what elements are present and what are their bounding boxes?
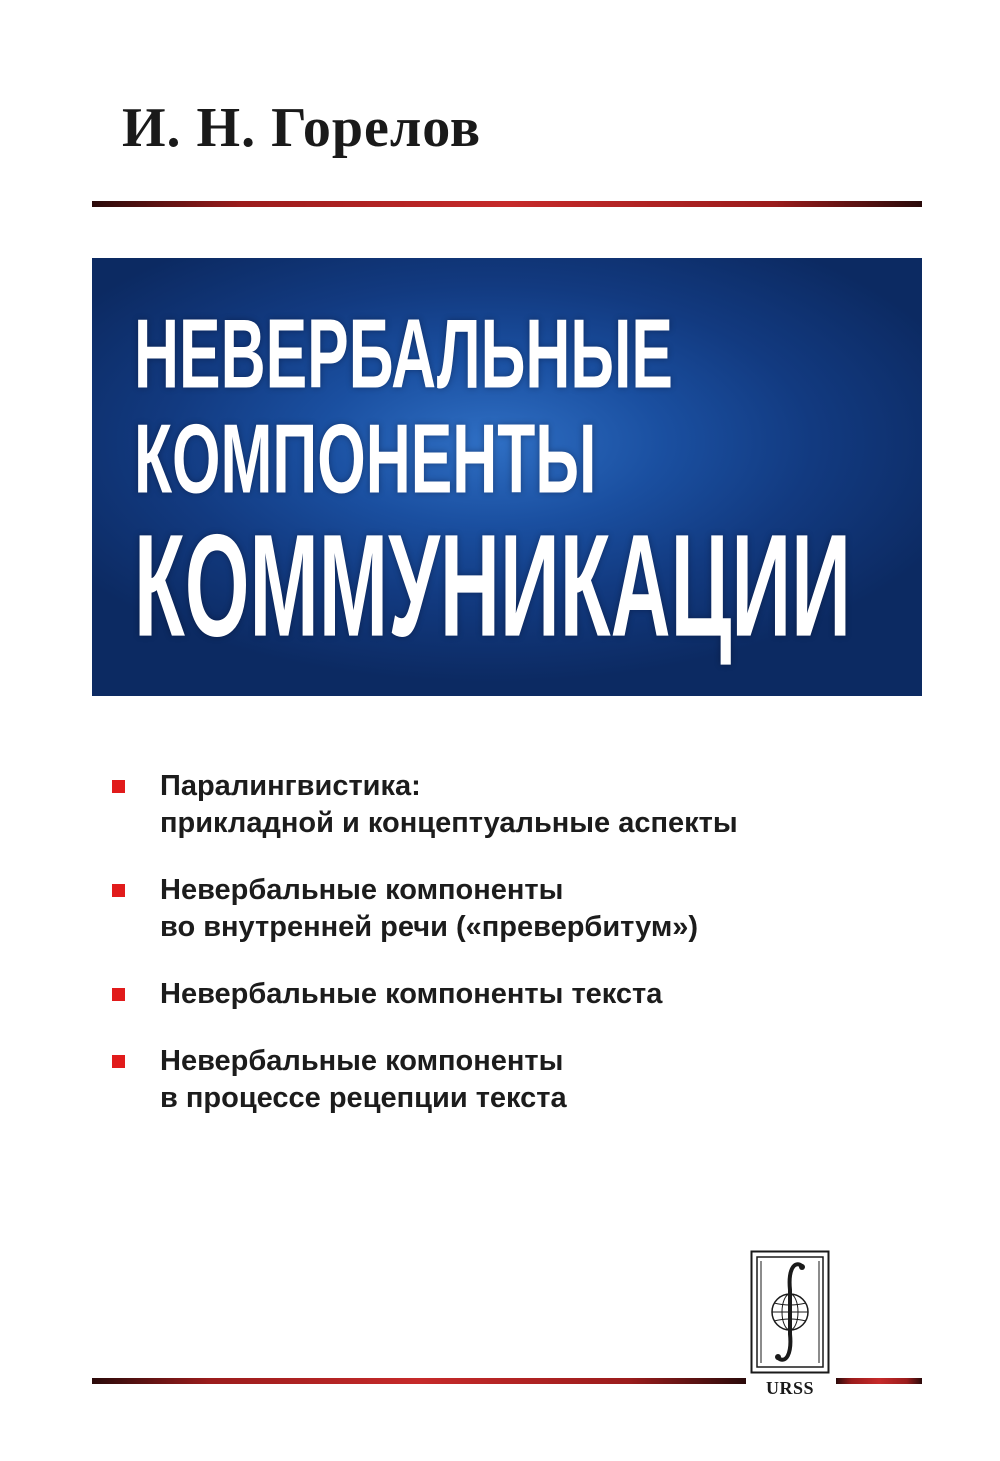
author-name: И. Н. Горелов: [122, 97, 482, 159]
contents-item-line: во внутренней речи («превербитум»): [160, 911, 699, 943]
bottom-divider-left: [92, 1378, 746, 1384]
contents-item: [112, 872, 902, 946]
bullet-square-icon: [112, 988, 125, 1001]
contents-item: [112, 768, 902, 842]
contents-item-line: Невербальные компоненты: [160, 1045, 564, 1077]
integral-globe-icon: [750, 1250, 830, 1374]
title-line-3: КОММУНИКАЦИИ: [134, 505, 851, 668]
contents-list: [112, 768, 902, 1147]
bullet-square-icon: [112, 1055, 125, 1068]
contents-item-line: прикладной и концептуальные аспекты: [160, 807, 738, 839]
contents-item-line: Невербальные компоненты: [160, 874, 564, 906]
bullet-square-icon: [112, 884, 125, 897]
bullet-square-icon: [112, 780, 125, 793]
contents-item-line: Невербальные компоненты текста: [160, 978, 663, 1010]
title-line-1: НЕВЕРБАЛЬНЫЕ: [134, 299, 674, 410]
title-panel: [92, 258, 922, 696]
publisher-name: URSS: [765, 1378, 815, 1398]
top-divider: [92, 201, 922, 207]
title-line-2: КОМПОНЕНТЫ: [134, 404, 597, 515]
bottom-divider-right: [836, 1378, 922, 1384]
publisher-logo: [750, 1250, 830, 1418]
contents-item-line: Паралингвистика:: [160, 770, 421, 802]
contents-item: [112, 1043, 902, 1117]
contents-item: [112, 976, 902, 1013]
contents-item-line: в процессе рецепции текста: [160, 1082, 567, 1114]
